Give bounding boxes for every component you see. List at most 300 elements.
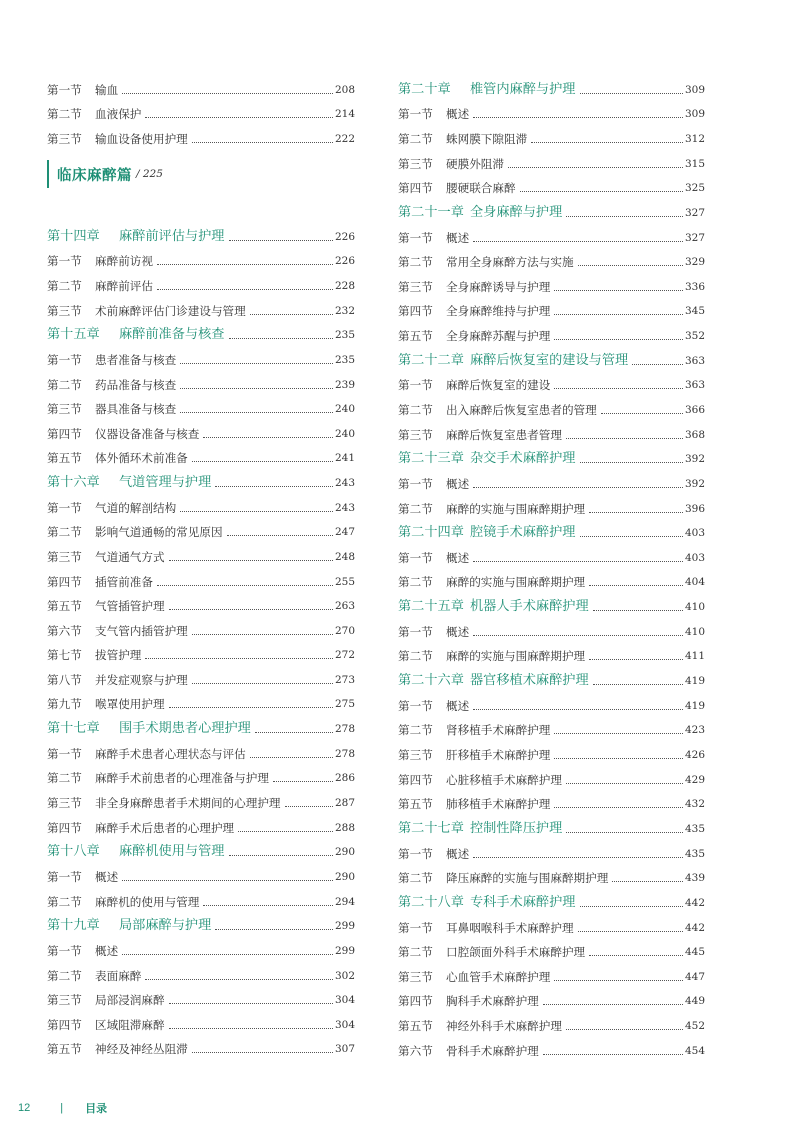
page-number: 240 [334,403,355,416]
section-number: 第一节 [398,378,433,393]
page-number: 302 [334,969,355,982]
page-number: 329 [684,256,705,269]
dot-leader [169,560,333,561]
toc-chapter-row[interactable] [47,909,355,934]
page-number: 255 [334,575,355,588]
dot-leader [169,609,333,610]
toc-section-row[interactable] [398,121,705,146]
part-page: / 225 [136,168,163,180]
dot-leader [215,486,333,487]
section-number: 第二节 [398,723,433,738]
page-number: 12 [18,1102,31,1114]
dot-leader [122,93,333,94]
page-number: 345 [684,305,705,318]
page-number: 294 [334,895,355,908]
page-number: 240 [334,427,355,440]
section-title: 气管插管护理 [95,599,165,614]
section-title: 麻醉手术后患者的心理护理 [95,820,235,835]
dot-leader [593,684,683,685]
page-number: 299 [334,945,355,958]
toc-section-row[interactable] [398,984,705,1009]
dot-leader [632,364,683,365]
toc-chapter-row[interactable] [398,663,705,688]
toc-section-row[interactable] [398,688,705,713]
toc-section-row[interactable] [398,836,705,861]
toc-section-row[interactable] [398,294,705,319]
dot-leader [578,931,683,932]
chapter-number: 第二十六章 [398,673,464,689]
section-number: 第五节 [47,451,82,466]
dot-leader [566,438,683,439]
toc-section-row[interactable] [47,539,355,564]
section-number: 第四节 [47,820,82,835]
section-number: 第二节 [47,894,82,909]
chapter-title: 器官移植术麻醉护理 [470,673,589,689]
toc-section-row[interactable] [47,515,355,540]
section-number: 第五节 [398,797,433,812]
section-number: 第三节 [47,796,82,811]
toc-section-row[interactable] [398,171,705,196]
page-footer [18,1100,107,1116]
toc-chapter-row[interactable] [47,711,355,736]
page-number: 423 [684,724,705,737]
dot-leader [473,635,683,636]
dot-leader [285,806,333,807]
chapter-number: 第十八章 [47,844,100,860]
toc-chapter-row[interactable] [47,219,355,244]
section-title: 概述 [446,624,470,639]
page-number: 439 [684,872,705,885]
toc-section-row[interactable] [47,1007,355,1032]
section-number: 第二节 [398,871,433,886]
section-title: 麻醉前评估 [95,278,153,293]
toc-section-row[interactable] [47,342,355,367]
section-number: 第五节 [398,328,433,343]
section-number: 第二节 [47,377,82,392]
section-title: 硬膜外阻滞 [446,156,504,171]
toc-section-row[interactable] [47,441,355,466]
section-title: 麻醉的实施与围麻醉期护理 [446,649,586,664]
page-number: 304 [334,994,355,1007]
dot-leader [543,1004,683,1005]
chapter-title: 控制性降压护理 [470,821,563,837]
toc-chapter-row[interactable] [398,442,705,467]
page-number: 222 [334,132,355,145]
dot-leader [589,512,683,513]
page-number: 454 [684,1044,705,1057]
toc-section-row[interactable] [398,910,705,935]
page-number: 226 [334,255,355,268]
page-number: 286 [334,772,355,785]
section-number: 第一节 [47,870,82,885]
toc-section-row[interactable] [398,466,705,491]
section-title: 神经外科手术麻醉护理 [446,1018,562,1033]
toc-section-row[interactable] [398,491,705,516]
toc-chapter-row[interactable] [47,835,355,860]
chapter-number: 第二十八章 [398,895,464,911]
dot-leader [157,289,333,290]
dot-leader [192,461,333,462]
page-number: 290 [334,846,355,859]
page-number: 411 [684,650,705,663]
toc-section-row[interactable] [398,392,705,417]
dot-leader [566,832,683,833]
section-title: 血液保护 [95,107,142,122]
toc-section-row[interactable] [47,761,355,786]
section-title: 气道的解剖结构 [95,500,177,515]
toc-section-row[interactable] [47,785,355,810]
toc-right [398,72,705,1058]
page-number: 403 [684,551,705,564]
dot-leader [145,658,333,659]
page-number: 396 [684,502,705,515]
dot-leader [601,413,683,414]
section-number: 第二节 [398,945,433,960]
page-number: 392 [684,453,705,466]
dot-leader [531,142,683,143]
dot-leader [122,880,333,881]
section-number: 第三节 [47,549,82,564]
page-number: 410 [684,625,705,638]
section-title: 全身麻醉苏醒与护理 [446,328,551,343]
dot-leader [566,1029,683,1030]
dot-leader [580,906,683,907]
section-title: 麻醉后恢复室患者管理 [446,427,562,442]
section-title: 插管前准备 [95,574,153,589]
chapter-number: 第二十章 [398,81,451,97]
toc-section-row[interactable] [47,736,355,761]
section-number: 第七节 [47,648,82,663]
page-number: 426 [684,749,705,762]
toc-section-row[interactable] [398,959,705,984]
toc-section-row[interactable] [398,417,705,442]
section-title: 概述 [446,846,470,861]
toc-section-row[interactable] [47,392,355,417]
section-number: 第二节 [47,525,82,540]
page-number: 429 [684,773,705,786]
section-title: 支气管内插管护理 [95,623,188,638]
page-number: 278 [334,723,355,736]
toc-section-row[interactable] [398,1033,705,1058]
toc-section-row[interactable] [47,884,355,909]
page-number: 304 [334,1018,355,1031]
dot-leader [215,929,333,930]
page-number: 299 [334,920,355,933]
chapter-number: 第二十三章 [398,451,464,467]
section-title: 体外循环术前准备 [95,451,188,466]
toc-section-row[interactable] [398,565,705,590]
section-title: 麻醉手术患者心理状态与评估 [95,746,246,761]
page-number: 410 [684,601,705,614]
toc-section-row[interactable] [47,859,355,884]
section-number: 第一节 [47,944,82,959]
section-number: 第二节 [398,575,433,590]
chapter-number: 第二十一章 [398,204,464,220]
dot-leader [473,709,683,710]
toc-section-row[interactable] [47,244,355,269]
dot-leader [612,881,683,882]
toc-section-row[interactable] [398,245,705,270]
section-number: 第一节 [398,920,433,935]
chapter-title: 围手术期患者心理护理 [119,721,251,737]
section-title: 骨科手术麻醉护理 [446,1043,539,1058]
page-number: 273 [334,673,355,686]
page-number: 275 [334,698,355,711]
section-number: 第六节 [47,623,82,638]
section-title: 概述 [446,550,470,565]
page-number: 392 [684,477,705,490]
toc-section-row[interactable] [47,613,355,638]
page-number: 327 [684,206,705,219]
toc-chapter-row[interactable] [398,885,705,910]
dot-leader [508,167,683,168]
dot-leader [273,781,333,782]
section-title: 神经及神经丛阻滞 [95,1042,188,1057]
toc-section-row[interactable] [398,713,705,738]
page-number: 309 [684,108,705,121]
toc-chapter-row[interactable] [398,516,705,541]
chapter-title: 局部麻醉与护理 [119,918,212,934]
page-number: 327 [684,231,705,244]
dot-leader [543,1054,683,1055]
section-title: 概述 [446,476,470,491]
dot-leader [192,634,333,635]
toc-section-row[interactable] [398,146,705,171]
toc-section-row[interactable] [47,416,355,441]
section-title: 气道通气方式 [95,549,165,564]
section-title: 麻醉前访视 [95,254,153,269]
part-heading[interactable] [47,160,163,188]
toc-section-row[interactable] [398,737,705,762]
page-number: 325 [684,182,705,195]
section-number: 第五节 [398,1018,433,1033]
toc-section-row[interactable] [47,564,355,589]
page-number: 270 [334,624,355,637]
section-number: 第一节 [398,230,433,245]
section-title: 局部浸润麻醉 [95,993,165,1008]
section-title: 肾移植手术麻醉护理 [446,723,551,738]
section-number: 第四节 [47,1017,82,1032]
toc-section-row[interactable] [398,639,705,664]
dot-leader [203,437,333,438]
toc-section-row[interactable] [47,958,355,983]
section-number: 第一节 [398,846,433,861]
section-number: 第九节 [47,697,82,712]
section-title: 肺移植手术麻醉护理 [446,797,551,812]
section-number: 第八节 [47,672,82,687]
dot-leader [566,216,683,217]
page-number: 336 [684,280,705,293]
dot-leader [180,511,333,512]
page-number: 445 [684,946,705,959]
toc-section-row[interactable] [398,762,705,787]
toc-chapter-row[interactable] [398,195,705,220]
toc-section-row[interactable] [47,97,355,122]
section-number: 第六节 [398,1043,433,1058]
page-number: 404 [684,576,705,589]
section-title: 肝移植手术麻醉护理 [446,748,551,763]
dot-leader [589,585,683,586]
toc-left-main [47,219,355,1056]
page-number: 232 [334,304,355,317]
dot-leader [566,783,683,784]
toc-section-row[interactable] [47,1032,355,1057]
section-number: 第五节 [47,599,82,614]
dot-leader [229,240,333,241]
toc-section-row[interactable] [47,662,355,687]
toc-section-row[interactable] [398,269,705,294]
toc-section-row[interactable] [398,318,705,343]
section-title: 蛛网膜下隙阻滞 [446,131,528,146]
toc-left-top [47,72,355,146]
chapter-number: 第二十四章 [398,525,464,541]
section-number: 第三节 [398,969,433,984]
dot-leader [554,980,683,981]
chapter-number: 第二十二章 [398,352,464,368]
section-number: 第二节 [398,501,433,516]
section-number: 第二节 [47,771,82,786]
toc-chapter-row[interactable] [398,589,705,614]
section-title: 全身麻醉诱导与护理 [446,279,551,294]
section-number: 第二节 [47,278,82,293]
toc-section-row[interactable] [47,367,355,392]
dot-leader [589,659,683,660]
toc-section-row[interactable] [398,935,705,960]
toc-section-row[interactable] [47,490,355,515]
page-number: 435 [684,823,705,836]
page-number: 442 [684,897,705,910]
section-title: 全身麻醉维持与护理 [446,304,551,319]
section-number: 第三节 [398,279,433,294]
dot-leader [157,264,333,265]
section-title: 心血管手术麻醉护理 [446,969,551,984]
section-title: 患者准备与核查 [95,352,177,367]
section-title: 胸科手术麻醉护理 [446,994,539,1009]
dot-leader [554,290,683,291]
page-number: 272 [334,649,355,662]
toc-chapter-row[interactable] [398,811,705,836]
chapter-title: 麻醉机使用与管理 [119,844,225,860]
section-title: 输血设备使用护理 [95,131,188,146]
toc-section-row[interactable] [47,687,355,712]
dot-leader [473,857,683,858]
section-number: 第五节 [47,1042,82,1057]
dot-leader [520,191,683,192]
toc-section-row[interactable] [47,121,355,146]
toc-section-row[interactable] [47,810,355,835]
page-number: 309 [684,83,705,96]
section-number: 第二节 [47,968,82,983]
chapter-title: 杂交手术麻醉护理 [470,451,576,467]
section-number: 第一节 [47,746,82,761]
toc-chapter-row[interactable] [47,465,355,490]
footer-label: 目录 [85,1103,108,1115]
dot-leader [157,585,333,586]
toc-section-row[interactable] [398,368,705,393]
dot-leader [180,388,333,389]
toc-section-row[interactable] [398,861,705,886]
toc-section-row[interactable] [47,589,355,614]
toc-chapter-row[interactable] [398,72,705,97]
toc-chapter-row[interactable] [398,343,705,368]
section-number: 第二节 [398,402,433,417]
toc-section-row[interactable] [398,220,705,245]
section-title: 耳鼻咽喉科手术麻醉护理 [446,920,574,935]
dot-leader [238,831,333,832]
section-title: 影响气道通畅的常见原因 [95,525,223,540]
chapter-number: 第十五章 [47,327,100,343]
dot-leader [192,1052,333,1053]
section-title: 器具准备与核查 [95,402,177,417]
section-number: 第三节 [47,303,82,318]
toc-section-row[interactable] [47,293,355,318]
page-number: 243 [334,477,355,490]
section-number: 第一节 [47,500,82,515]
section-number: 第一节 [398,624,433,639]
toc-section-row[interactable] [398,1008,705,1033]
chapter-number: 第十六章 [47,475,100,491]
chapter-number: 第十九章 [47,918,100,934]
toc-chapter-row[interactable] [47,318,355,343]
toc-section-row[interactable] [47,638,355,663]
dot-leader [203,905,333,906]
dot-leader [227,535,333,536]
page-number: 419 [684,699,705,712]
dot-leader [473,241,683,242]
toc-section-row[interactable] [398,97,705,122]
section-number: 第一节 [47,352,82,367]
page-number: 366 [684,403,705,416]
dot-leader [554,807,683,808]
section-title: 麻醉后恢复室的建设 [446,378,551,393]
page-number: 228 [334,279,355,292]
dot-leader [473,561,683,562]
dot-leader [145,117,333,118]
page-number: 247 [334,526,355,539]
chapter-title: 腔镜手术麻醉护理 [470,525,576,541]
dot-leader [554,733,683,734]
section-title: 表面麻醉 [95,968,142,983]
footer-separator: | [60,1102,64,1114]
toc-section-row[interactable] [47,72,355,97]
chapter-number: 第十四章 [47,228,100,244]
section-title: 概述 [446,698,470,713]
toc-section-row[interactable] [398,787,705,812]
page-number: 447 [684,970,705,983]
dot-leader [589,955,683,956]
page-number: 419 [684,675,705,688]
dot-leader [580,462,683,463]
page-number: 290 [334,871,355,884]
toc-section-row[interactable] [47,983,355,1008]
dot-leader [250,757,333,758]
section-number: 第一节 [47,254,82,269]
chapter-title: 椎管内麻醉与护理 [470,81,576,97]
toc-section-row[interactable] [398,540,705,565]
dot-leader [580,536,683,537]
dot-leader [255,732,333,733]
toc-section-row[interactable] [47,933,355,958]
part-title: 临床麻醉篇 [57,166,132,184]
section-title: 非全身麻醉患者手术期间的心理护理 [95,796,281,811]
toc-section-row[interactable] [398,614,705,639]
dot-leader [169,1028,333,1029]
dot-leader [554,314,683,315]
section-number: 第三节 [47,993,82,1008]
toc-section-row[interactable] [47,268,355,293]
page-number: 278 [334,747,355,760]
section-number: 第一节 [398,698,433,713]
